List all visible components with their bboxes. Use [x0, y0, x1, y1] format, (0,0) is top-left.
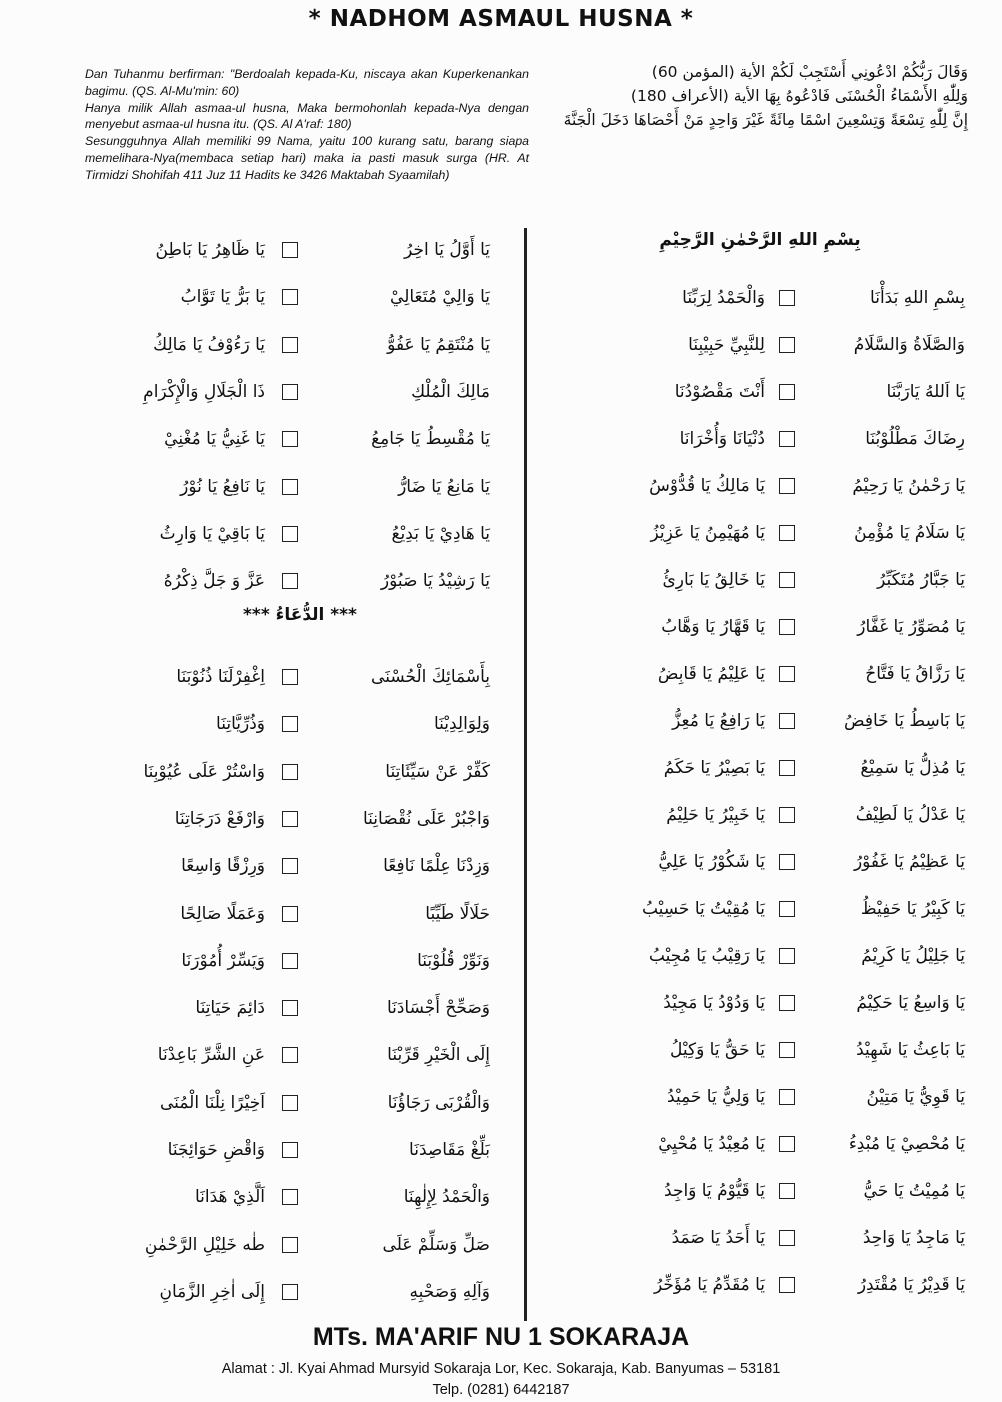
verse-first-half: يَا وَاسِعُ يَا حَكِيْمُ: [856, 993, 965, 1013]
verse-first-half: إِلَى الْخَيْرِ قَرِّبْنَا: [387, 1045, 490, 1066]
checkbox[interactable]: [779, 807, 795, 823]
document-title: * NADHOM ASMAUL HUSNA *: [308, 6, 694, 32]
basmalah-header: بِسْمِ اللهِ الرَّحْمٰنِ الرَّحِيْمِ: [659, 230, 861, 250]
verse-first-half: يَا جَبَّارُ مُتَكَبِّرُ: [877, 570, 965, 590]
verse-second-half: وَاقْضِ حَوَائِجَنَا: [167, 1140, 265, 1160]
nadhom-row: [85, 941, 490, 981]
nadhom-row: [540, 983, 965, 1023]
checkbox[interactable]: [779, 713, 795, 729]
nadhom-row: [85, 799, 490, 839]
verse-second-half: وَذُرِّيَّاتِنَا: [216, 714, 265, 735]
verse-second-half: يَا شَكُوْرُ يَا عَلِيُّ: [658, 852, 765, 872]
checkbox[interactable]: [282, 1047, 298, 1063]
verse-first-half: يَا جَلِيْلُ يَا كَرِيْمُ: [861, 946, 965, 966]
nadhom-row: [85, 1130, 490, 1170]
verse-second-half: وَالْحَمْدُ لِرَبِّنَا: [682, 288, 765, 308]
nadhom-row: [540, 1171, 965, 1211]
intro-translation-1: Dan Tuhanmu berfirman: "Berdoalah kepada-Ku, niscaya akan Kuperkenankan bagimu. (QS. Al-Mu'min: 60): [85, 67, 529, 98]
verse-first-half: يَا اَللهُ يَارَبَّنَا: [886, 382, 965, 402]
verse-first-half: يَا هَادِيْ يَا بَدِيْعُ: [391, 523, 490, 544]
nadhom-row: [540, 278, 965, 318]
nadhom-row: [540, 1218, 965, 1258]
nadhom-row: [85, 561, 490, 601]
verse-first-half: يَا مُذِلُّ يَا سَمِيْعُ: [860, 758, 965, 778]
nadhom-row: [85, 230, 490, 270]
nadhom-row: [85, 1272, 490, 1312]
checkbox[interactable]: [779, 760, 795, 776]
nadhom-row: [85, 514, 490, 554]
nadhom-row: [85, 988, 490, 1028]
nadhom-row: [540, 513, 965, 553]
nadhom-row: [540, 1077, 965, 1117]
verse-second-half: عَزَّ وَ جَلَّ ذِكْرُهُ: [163, 571, 265, 592]
verse-second-half: اِغْفِرْلَنَا ذُنُوْبَنَا: [176, 667, 265, 687]
verse-second-half: اَلَّذِيْ هَدَانَا: [194, 1187, 265, 1208]
verse-first-half: بِأَسْمَائِكَ الْحُسْنَى: [371, 667, 490, 687]
verse-second-half: ذَا الْجَلَالِ وَالْإِكْرَامِ: [143, 381, 265, 402]
checkbox[interactable]: [779, 854, 795, 870]
school-name: MTs. MA'ARIF NU 1 SOKARAJA: [312, 1323, 690, 1351]
verse-second-half: يَا بَاقِيْ يَا وَارِثُ: [159, 523, 265, 544]
verse-second-half: يَا نَافِعُ يَا نُوْرُ: [180, 476, 265, 497]
checkbox[interactable]: [779, 995, 795, 1011]
verse-second-half: يَا مُهَيْمِنُ يَا عَزِيْزُ: [650, 523, 765, 543]
verse-second-half: عَنِ الشَّرِّ بَاعِدْنَا: [157, 1045, 265, 1066]
doa-header: *** الدُّعَاءُ ***: [243, 605, 357, 625]
nadhom-row: [540, 654, 965, 694]
verse-first-half: يَا عَدْلُ يَا لَطِيْفُ: [855, 805, 965, 825]
verse-first-half: يَا قَدِيْرُ يَا مُقْتَدِرُ: [857, 1275, 965, 1295]
verse-second-half: وَعَمَلًا صَالِحًا: [180, 903, 265, 924]
verse-second-half: يَا قَيُّوْمُ يَا وَاجِدُ: [664, 1181, 765, 1201]
nadhom-row: [85, 846, 490, 886]
nadhom-row: [85, 1083, 490, 1123]
nadhom-row: [85, 1225, 490, 1265]
nadhom-row: [85, 325, 490, 365]
checkbox[interactable]: [282, 242, 298, 258]
verse-first-half: يَا مُحْصِيْ يَا مُبْدِءُ: [848, 1134, 965, 1154]
verse-second-half: يَا مُعِيْدُ يَا مُحْيِيْ: [658, 1134, 765, 1154]
nadhom-row: [540, 607, 965, 647]
checkbox[interactable]: [779, 1230, 795, 1246]
verse-first-half: وَزِدْنَا عِلْمًا نَافِعًا: [383, 856, 490, 877]
nadhom-row: [540, 1265, 965, 1305]
verse-first-half: وَالْقُرْبَى رَجَاؤُنَا: [387, 1092, 490, 1113]
checkbox[interactable]: [282, 1000, 298, 1016]
checkbox[interactable]: [282, 1237, 298, 1253]
checkbox[interactable]: [282, 716, 298, 732]
checkbox[interactable]: [779, 1277, 795, 1293]
verse-second-half: اَخِيْرًا نِلْنَا الْمُنَى: [160, 1092, 265, 1113]
school-address: Alamat : Jl. Kyai Ahmad Mursyid Sokaraja Lor, Kec. Sokaraja, Kab. Banyumas – 53181: [221, 1361, 781, 1377]
nadhom-row: [85, 704, 490, 744]
checkbox[interactable]: [282, 906, 298, 922]
nadhom-row: [540, 325, 965, 365]
verse-second-half: يَا مُقَدِّمُ يَا مُؤَخِّرُ: [654, 1275, 765, 1295]
verse-second-half: وَاسْتُرْ عَلَى عُيُوْبِنَا: [143, 761, 265, 782]
verse-second-half: وَيَسِّرْ أُمُوْرَنَا: [181, 950, 265, 971]
verse-first-half: يَا كَبِيْرُ يَا حَفِيْظُ: [860, 899, 965, 919]
verse-second-half: يَا رَقِيْبُ يَا مُجِيْبُ: [648, 946, 765, 966]
checkbox[interactable]: [282, 1142, 298, 1158]
verse-first-half: يَا مُصَوِّرُ يَا غَفَّارُ: [857, 617, 965, 637]
nadhom-row: [540, 560, 965, 600]
verse-second-half: أَنْتَ مَقْصُوْدُنَا: [674, 382, 765, 402]
checkbox[interactable]: [282, 384, 298, 400]
verse-first-half: حَلَالًا طَيِّبًا: [425, 903, 490, 924]
checkbox[interactable]: [779, 1183, 795, 1199]
verse-second-half: يَا بَصِيْرُ يَا حَكَمُ: [663, 758, 765, 778]
nadhom-row: [540, 795, 965, 835]
checkbox[interactable]: [282, 289, 298, 305]
nadhom-row: [540, 748, 965, 788]
verse-second-half: يَا بَرُّ يَا تَوَّابُ: [180, 287, 265, 308]
nadhom-row: [85, 1177, 490, 1217]
verse-first-half: وَاجْبُرْ عَلَى نُقْصَانِنَا: [363, 808, 490, 829]
checkbox[interactable]: [779, 948, 795, 964]
checkbox[interactable]: [282, 337, 298, 353]
nadhom-row: [85, 657, 490, 697]
verse-first-half: يَا مَانِعُ يَا ضَارُّ: [398, 476, 490, 497]
verse-first-half: وَلِوَالِدِيْنَا: [433, 714, 490, 735]
verse-second-half: وَرِزْقًا وَاسِعًا: [181, 856, 265, 877]
checkbox[interactable]: [779, 384, 795, 400]
intro-arabic-3: إِنَّ لِلّٰهِ تِسْعَةً وَتِسْعِينَ اسْمًا مِائَةً غَيْرَ وَاحِدٍ مَنْ أَحْصَاهَا دَخَلَ الْجَنَّةَ: [563, 111, 968, 129]
checkbox[interactable]: [779, 666, 795, 682]
verse-first-half: صَلِّ وَسَلِّمْ عَلَى: [382, 1234, 490, 1255]
verse-second-half: يَا غَنِيُّ يَا مُغْنِيْ: [164, 429, 265, 450]
verse-second-half: يَا قَهَّارُ يَا وَهَّابُ: [661, 617, 765, 637]
checkbox[interactable]: [282, 1284, 298, 1300]
verse-first-half: يَا رَشِيْدُ يَا صَبُوْرُ: [380, 571, 490, 592]
verse-first-half: وَآلِهِ وَصَحْبِهِ: [409, 1281, 490, 1302]
nadhom-row: [540, 889, 965, 929]
checkbox[interactable]: [779, 901, 795, 917]
checkbox[interactable]: [779, 572, 795, 588]
checkbox[interactable]: [779, 525, 795, 541]
verse-first-half: يَا سَلَامُ يَا مُؤْمِنُ: [854, 523, 965, 543]
verse-second-half: طٰه خَلِيْلِ الرَّحْمٰنِ: [144, 1234, 265, 1255]
verse-second-half: يَا رَءُوْفُ يَا مَالِكُ: [153, 334, 265, 355]
nadhom-row: [540, 842, 965, 882]
verse-second-half: يَا مُقِيْتُ يَا حَسِيْبُ: [641, 899, 765, 919]
verse-second-half: يَا خَالِقُ يَا بَارِئُ: [662, 570, 765, 590]
verse-first-half: بَلِّغْ مَقَاصِدَنَا: [409, 1140, 490, 1160]
checkbox[interactable]: [779, 1089, 795, 1105]
checkbox[interactable]: [282, 526, 298, 542]
verse-first-half: وَالصَّلَاةُ وَالسَّلَامُ: [853, 335, 965, 355]
checkbox[interactable]: [779, 431, 795, 447]
verse-first-half: يَا رَحْمٰنُ يَا رَحِيْمُ: [852, 476, 965, 496]
intro-arabic-2: وَلِلّٰهِ الأَسْمَاءُ الْحُسْنَى فَادْعُوهُ بِهَا الأية (الأعراف 180): [630, 87, 968, 105]
nadhom-row: [540, 1124, 965, 1164]
verse-first-half: وَصَحِّحْ أَجْسَادَنَا: [386, 998, 490, 1019]
verse-first-half: رِضَاكَ مَطْلُوْبُنَا: [865, 429, 965, 449]
intro-translation: [85, 66, 529, 184]
nadhom-row: [85, 894, 490, 934]
verse-second-half: دَائِمَ حَيَاتِنَا: [195, 998, 265, 1019]
checkbox[interactable]: [779, 619, 795, 635]
nadhom-row: [85, 752, 490, 792]
column-divider: [524, 228, 527, 1321]
nadhom-row: [540, 466, 965, 506]
verse-first-half: مَالِكَ الْمُلْكِ: [411, 381, 490, 402]
verse-second-half: لِلنَّبِيِّ حَبِيْبِنَا: [688, 335, 765, 355]
checkbox[interactable]: [282, 811, 298, 827]
verse-second-half: وَارْفَعْ دَرَجَاتِنَا: [174, 808, 265, 829]
checkbox[interactable]: [282, 573, 298, 589]
verse-second-half: يَا أَحَدُ يَا صَمَدُ: [671, 1228, 765, 1248]
verse-second-half: يَا وَلِيُّ يَا حَمِيْدُ: [667, 1087, 765, 1107]
verse-first-half: وَالْحَمْدُ لِإِلٰهِنَا: [403, 1187, 490, 1208]
nadhom-row: [540, 701, 965, 741]
verse-second-half: إِلَى اٰخِرِ الزَّمَانِ: [159, 1281, 265, 1302]
intro-arabic-verses: [540, 60, 968, 132]
checkbox[interactable]: [282, 764, 298, 780]
checkbox[interactable]: [282, 479, 298, 495]
verse-second-half: يَا عَلِيْمُ يَا قَابِضُ: [657, 664, 765, 684]
checkbox[interactable]: [282, 431, 298, 447]
verse-first-half: يَا بَاعِثُ يَا شَهِيْدُ: [856, 1040, 965, 1060]
intro-translation-2: Hanya milik Allah asmaa-ul husna, Maka bermohonlah kepada-Nya dengan menyebut asmaa-ul husna itu. (QS. Al A'raf: 180): [85, 100, 529, 132]
checkbox[interactable]: [282, 1189, 298, 1205]
verse-first-half: كَفِّرْ عَنْ سَيِّئَاتِنَا: [385, 761, 490, 782]
verse-first-half: يَا مُمِيْتُ يَا حَيُّ: [863, 1181, 965, 1201]
checkbox[interactable]: [779, 290, 795, 306]
verse-second-half: دُنْيَانَا وَأُخْرَانَا: [679, 429, 765, 449]
verse-second-half: يَا ظَاهِرُ يَا بَاطِنُ: [155, 240, 265, 260]
intro-translation-3: Sesungguhnya Allah memiliki 99 Nama, yaitu 100 kurang satu, barang siapa memelihara-Nya(membaca setiap hari) maka ia pasti masuk surga (HR. At Tirmidzi Shohifah 411 Juz 11 Hadits ke 3426 Maktabah Syaamilah): [85, 134, 529, 182]
nadhom-row: [540, 419, 965, 459]
verse-first-half: وَنَوِّرْ قُلُوْبَنَا: [417, 950, 490, 971]
verse-first-half: يَا مُقْسِطُ يَا جَامِعُ: [371, 429, 490, 450]
nadhom-row: [85, 372, 490, 412]
verse-second-half: يَا مَالِكُ يَا قُدُّوْسُ: [649, 476, 765, 496]
intro-arabic-1: وَقَالَ رَبُّكُمْ ادْعُونِي أَسْتَجِبْ لَكُمْ الأية (المؤمن 60): [651, 63, 968, 81]
checkbox[interactable]: [779, 337, 795, 353]
nadhom-row: [85, 419, 490, 459]
nadhom-row: [540, 372, 965, 412]
nadhom-row: [85, 467, 490, 507]
checkbox[interactable]: [282, 1095, 298, 1111]
verse-first-half: يَا أَوَّلُ يَا اخِرُ: [404, 240, 490, 260]
nadhom-row: [540, 1030, 965, 1070]
nadhom-row: [85, 277, 490, 317]
checkbox[interactable]: [779, 1136, 795, 1152]
verse-first-half: بِسْمِ اللهِ بَدَأْنَا: [870, 288, 965, 308]
verse-first-half: يَا وَالِيْ مُتَعَالِيْ: [390, 287, 490, 308]
checkbox[interactable]: [779, 478, 795, 494]
checkbox[interactable]: [779, 1042, 795, 1058]
checkbox[interactable]: [282, 669, 298, 685]
verse-second-half: يَا حَقُّ يَا وَكِيْلُ: [669, 1040, 765, 1060]
verse-first-half: يَا رَزَّاقُ يَا فَتَّاحُ: [865, 664, 965, 684]
nadhom-row: [540, 936, 965, 976]
verse-second-half: يَا رَافِعُ يَا مُعِزُّ: [672, 711, 765, 731]
verse-first-half: يَا قَوِيُّ يَا مَتِيْنُ: [866, 1087, 965, 1107]
verse-first-half: يَا عَظِيْمُ يَا غَفُوْرُ: [853, 852, 965, 872]
nadhom-row: [85, 1035, 490, 1075]
verse-first-half: يَا مَاجِدُ يَا وَاحِدُ: [862, 1228, 965, 1248]
checkbox[interactable]: [282, 953, 298, 969]
school-phone: Telp. (0281) 6442187: [432, 1382, 570, 1398]
verse-first-half: يَا بَاسِطُ يَا خَافِضُ: [844, 711, 965, 731]
verse-first-half: يَا مُنْتَقِمُ يَا عَفُوُّ: [387, 334, 490, 355]
verse-second-half: يَا وَدُوْدُ يَا مَجِيْدُ: [663, 993, 765, 1013]
verse-second-half: يَا خَبِيْرُ يَا حَلِيْمُ: [666, 805, 765, 825]
checkbox[interactable]: [282, 858, 298, 874]
